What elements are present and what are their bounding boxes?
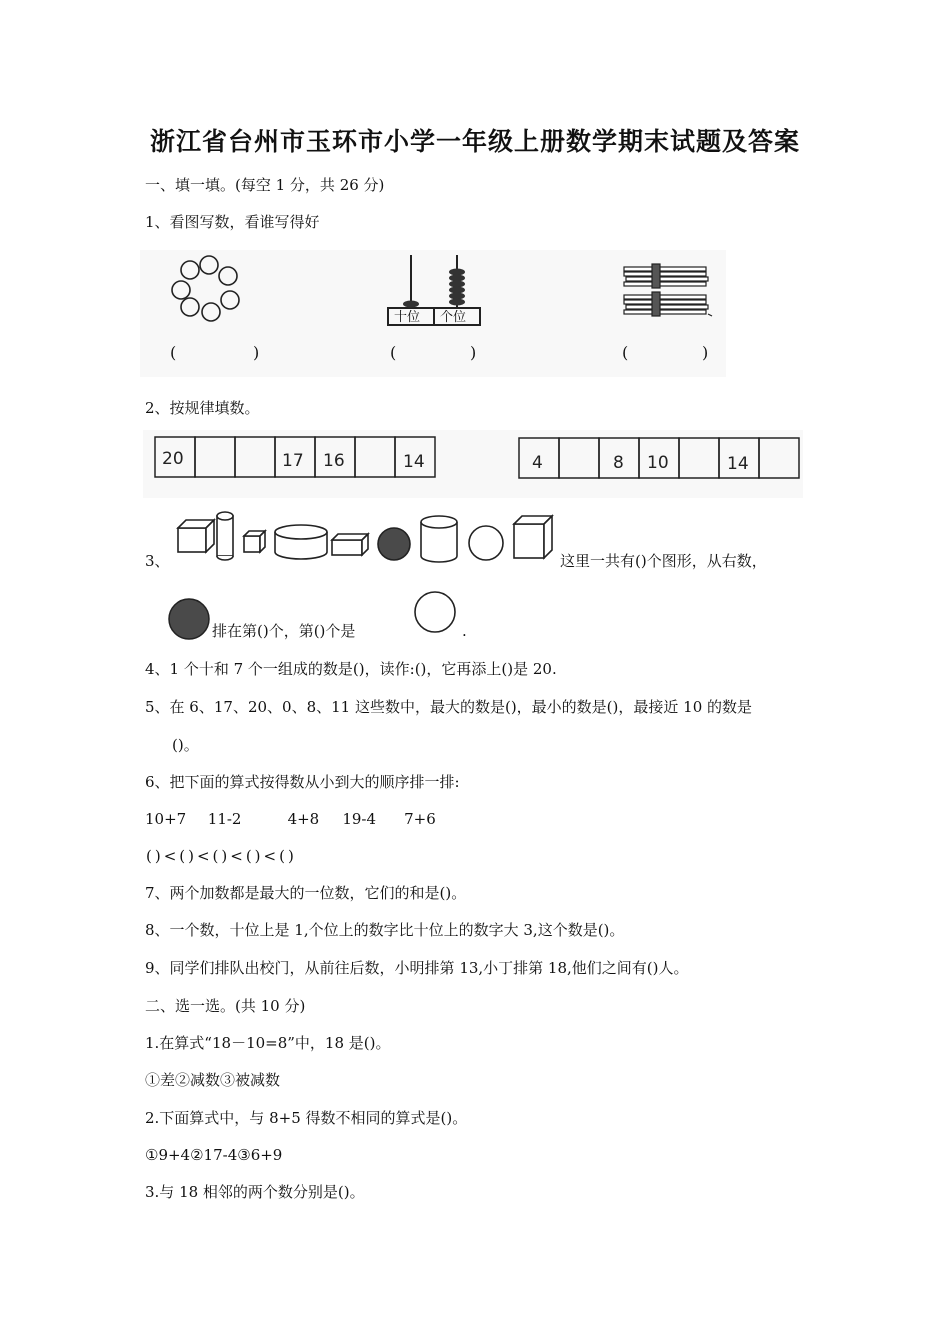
q6-expr: 19-4 xyxy=(342,810,377,828)
circles-group xyxy=(172,256,239,321)
q7-text: 7、两个加数都是最大的一位数，它们的和是()。 xyxy=(145,884,467,902)
sphere-icon xyxy=(378,528,410,560)
page-title: 浙江省台州市玉环市小学一年级上册数学期末试题及答案 xyxy=(149,127,800,156)
s2-q1-text: 1.在算式“18－10=8”中，18 是()。 xyxy=(145,1034,391,1052)
q6-expr: 4+8 xyxy=(287,810,320,828)
abacus-ones-label: 个位 xyxy=(440,310,467,325)
q3-text-a: 这里一共有()个图形，从右数， xyxy=(560,552,767,570)
row2-cell-4: 10 xyxy=(647,453,669,473)
q1-blank-open-1: ( xyxy=(170,343,177,362)
q5-text-cont: ()。 xyxy=(172,736,199,754)
circle-outline-icon xyxy=(412,590,460,640)
section-2-heading: 二、选一选。(共 10 分) xyxy=(145,997,306,1015)
cuboid-icon xyxy=(178,520,214,552)
cylinder-icon xyxy=(217,512,233,560)
row2-cell-1: 4 xyxy=(532,453,543,473)
q3-text-b: 排在第()个，第()个是 xyxy=(212,622,356,640)
q1-figure-drawing xyxy=(140,250,726,377)
q3-text-end: . xyxy=(462,622,467,640)
row1-cell-7: 14 xyxy=(403,452,425,472)
abacus-beads xyxy=(403,269,465,308)
row2-cell-6: 14 xyxy=(727,454,749,474)
q2-text: 2、按规律填数。 xyxy=(145,399,260,417)
q1-blank-close-3: ) xyxy=(702,343,709,362)
cube-icon xyxy=(514,516,552,558)
row2-cell-3: 8 xyxy=(613,453,624,473)
q5-text: 5、在 6、17、20、0、8、11 这些数中，最大的数是()，最小的数是()，最接近 10 的数是 xyxy=(145,698,753,716)
s2-q1-options: ①差②减数③被减数 xyxy=(145,1071,281,1089)
s2-q2-text: 2.下面算式中，与 8+5 得数不相同的算式是()。 xyxy=(145,1109,468,1127)
q1-blank-open-3: ( xyxy=(622,343,629,362)
q8-text: 8、一个数，十位上是 1,个位上的数字比十位上的数字大 3,这个数是()。 xyxy=(145,921,625,939)
row1-cell-5: 16 xyxy=(323,451,345,471)
q2-figure xyxy=(143,430,803,498)
q1-blank-close-2: ) xyxy=(470,343,477,362)
row1-cell-1: 20 xyxy=(162,449,184,469)
q4-text: 4、1 个十和 7 个一组成的数是()，读作:()，它再添上()是 20. xyxy=(145,660,557,678)
q9-text: 9、同学们排队出校门，从前往后数，小明排第 13,小丁排第 18,他们之间有()人。 xyxy=(145,959,689,977)
s2-q3-text: 3.与 18 相邻的两个数分别是()。 xyxy=(145,1183,365,1201)
q6-expr: 10+7 xyxy=(145,810,187,828)
row1-cell-4: 17 xyxy=(282,451,304,471)
q1-text: 1、看图写数，看谁写得好 xyxy=(145,213,320,231)
q3-shapes xyxy=(168,510,560,572)
cuboid-icon xyxy=(332,534,368,555)
circle-shape-icon xyxy=(469,526,503,560)
q6-expr: 11-2 xyxy=(207,810,242,828)
q1-blank-open-2: ( xyxy=(390,343,397,362)
section-1-heading: 一、填一填。(每空 1 分，共 26 分) xyxy=(145,176,385,194)
cube-icon xyxy=(244,531,265,552)
cylinder-icon xyxy=(275,525,327,559)
s2-q2-options: ①9+4②17-4③6+9 xyxy=(145,1146,283,1164)
cylinder-icon xyxy=(421,516,457,562)
q1-figure xyxy=(140,250,726,377)
abacus-tens-label: 十位 xyxy=(394,310,421,325)
q6-order: ()<()<()<()<() xyxy=(146,847,297,865)
q1-blank-close-1: ) xyxy=(253,343,260,362)
q6-expressions xyxy=(145,809,436,829)
stick-bundles-icon xyxy=(624,264,712,316)
q6-expr: 7+6 xyxy=(404,810,436,828)
dark-ball-icon xyxy=(167,597,211,645)
q3-label: 3、 xyxy=(145,552,170,570)
q6-text: 6、把下面的算式按得数从小到大的顺序排一排: xyxy=(145,773,460,791)
